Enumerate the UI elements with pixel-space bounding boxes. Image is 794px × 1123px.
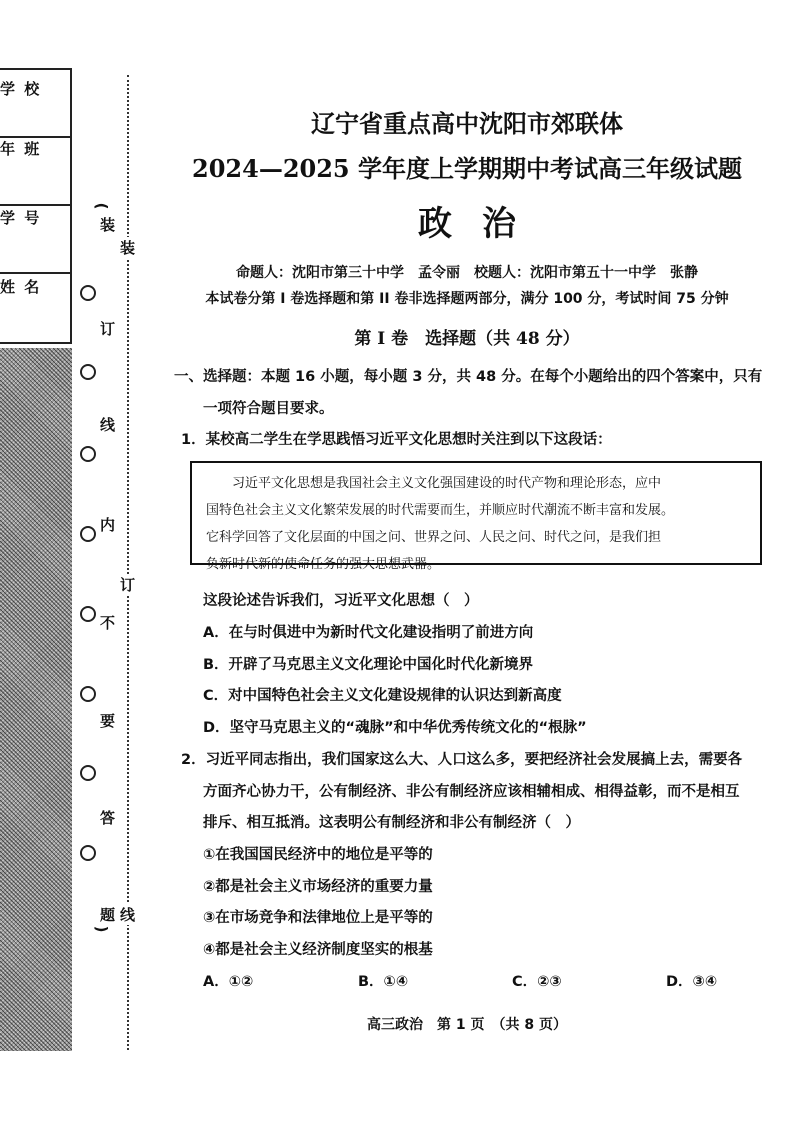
q2-option-c[interactable]: C．②③ xyxy=(512,974,562,990)
binding-hole xyxy=(80,686,96,702)
field-label-class: 年 班 xyxy=(0,140,42,158)
binding-hatch-area xyxy=(0,348,72,1051)
q2-stem: 排斥、相互抵消。这表明公有制经济和非公有制经济（ ） xyxy=(203,815,580,831)
warning-char: 题 xyxy=(100,906,116,924)
q1-option-b[interactable]: B．开辟了马克思主义文化理论中国化时代化新境界 xyxy=(203,657,534,673)
warning-char: 线 xyxy=(100,416,116,434)
authors-line: 命题人：沈阳市第三十中学 孟令丽 校题人：沈阳市第五十一中学 张静 xyxy=(236,265,698,281)
warning-char: ( xyxy=(92,202,111,210)
warning-char: 答 xyxy=(100,809,116,827)
binding-hole xyxy=(80,526,96,542)
binding-hole xyxy=(80,446,96,462)
warning-char: ) xyxy=(92,925,111,933)
section-title: 第 I 卷 选择题（共 48 分） xyxy=(354,329,580,349)
q1-quote-box xyxy=(190,461,762,572)
quote-line: 它科学回答了文化层面的中国之问、世界之问、人民之问、时代之问，是我们担 xyxy=(206,530,662,545)
student-info-table xyxy=(0,68,72,344)
field-label-name: 姓 名 xyxy=(0,278,42,296)
exam-info-line: 本试卷分第 I 卷选择题和第 II 卷非选择题两部分，满分 100 分，考试时间 75 分钟 xyxy=(205,291,729,307)
cut-char: 订 xyxy=(120,576,136,594)
q1-stem: 1．某校高二学生在学思践悟习近平文化思想时关注到以下这段话： xyxy=(181,432,612,448)
warning-char: 不 xyxy=(100,614,116,632)
q2-statement: ①在我国国民经济中的地位是平等的 xyxy=(203,847,433,863)
q1-option-c[interactable]: C．对中国特色社会主义文化建设规律的认识达到新高度 xyxy=(203,688,562,704)
q2-statement: ③在市场竞争和法律地位上是平等的 xyxy=(203,910,433,926)
binding-hole xyxy=(80,364,96,380)
q2-statement: ④都是社会主义经济制度坚实的根基 xyxy=(203,942,433,958)
field-label-school: 学 校 xyxy=(0,80,42,98)
q2-stem: 2．习近平同志指出，我们国家这么大、人口这么多，要把经济社会发展搞上去，需要各 xyxy=(181,752,743,768)
warning-char: 装 xyxy=(100,216,116,234)
q2-option-a[interactable]: A．①② xyxy=(203,974,254,990)
binding-hole xyxy=(80,845,96,861)
exam-title-line1: 辽宁省重点高中沈阳市郊联体 xyxy=(311,109,623,138)
subject-title: 政治 xyxy=(418,204,546,244)
warning-char: 要 xyxy=(100,712,116,730)
binding-hole xyxy=(80,606,96,622)
quote-line: 习近平文化思想是我国社会主义文化强国建设的时代产物和理论形态，应中 xyxy=(206,476,662,491)
quote-line: 国特色社会主义文化繁荣发展的时代需要而生，并顺应时代潮流不断丰富和发展。 xyxy=(206,503,675,518)
section-instruction: 一、选择题：本题 16 小题，每小题 3 分，共 48 分。在每个小题给出的四个答案中，只有 xyxy=(174,369,763,385)
binding-hole xyxy=(80,285,96,301)
cut-char: 装 xyxy=(120,239,136,257)
q1-question: 这段论述告诉我们，习近平文化思想（ ） xyxy=(203,593,479,609)
exam-title-line2: 2024—2025 学年度上学期期中考试高三年级试题 xyxy=(192,154,742,183)
section-instruction: 一项符合题目要求。 xyxy=(203,401,334,417)
warning-char: 订 xyxy=(100,320,116,338)
cut-char: 线 xyxy=(120,906,136,924)
q2-option-b[interactable]: B．①④ xyxy=(358,974,409,990)
field-label-number: 学 号 xyxy=(0,209,42,227)
q1-option-d[interactable]: D．坚守马克思主义的“魂脉”和中华优秀传统文化的“根脉” xyxy=(203,720,587,736)
q1-option-a[interactable]: A．在与时俱进中为新时代文化建设指明了前进方向 xyxy=(203,625,534,641)
warning-char: 内 xyxy=(100,516,116,534)
quote-line: 负新时代新的使命任务的强大思想武器。 xyxy=(206,557,441,572)
q2-option-d[interactable]: D．③④ xyxy=(666,974,718,990)
q2-stem: 方面齐心协力干，公有制经济、非公有制经济应该相辅相成、相得益彰，而不是相互 xyxy=(203,784,740,800)
binding-hole xyxy=(80,765,96,781)
q2-statement: ②都是社会主义市场经济的重要力量 xyxy=(203,879,433,895)
page-footer: 高三政治 第 1 页 （共 8 页） xyxy=(367,1017,567,1033)
